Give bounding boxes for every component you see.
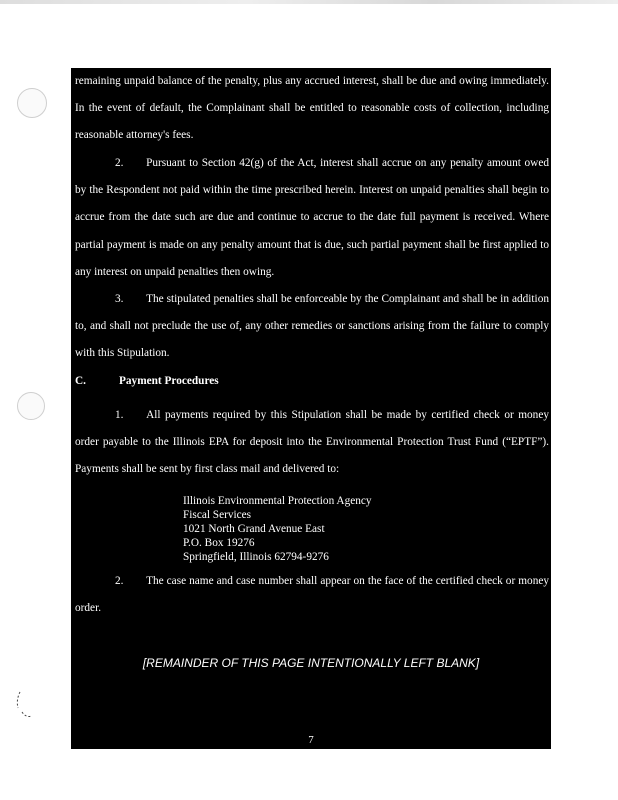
text-body (71, 68, 551, 749)
scan-top-edge (0, 0, 618, 4)
remainder-notice: [REMAINDER OF THIS PAGE INTENTIONALLY LEFT BLANK] (142, 656, 480, 670)
paragraph-stipulated-penalties: 3. The stipulated penalties shall be enforceable by the Complainant and shall be in addition to, and shall not preclude the use of, any other remedies or sanctions arising from the failure to comply with this Stipulation. (75, 293, 549, 360)
paragraph-case-name: 2. The case name and case number shall appear on the face of the certified check or money order. (75, 575, 549, 615)
punch-hole-middle (17, 392, 45, 420)
address-line: Springfield, Illinois 62794-9276 (183, 551, 329, 563)
address-line: P.O. Box 19276 (183, 537, 255, 549)
paragraph-payments: 1. All payments required by this Stipulation shall be made by certified check or money order payable to the Illinois EPA for deposit into the Environmental Protection Trust Fund (“EPTF”). Payments shall be sent by first class mail and delivered to: (75, 409, 549, 476)
address-line: 1021 North Grand Avenue East (183, 523, 325, 535)
section-letter: C. (75, 375, 86, 387)
page-number: 7 (308, 734, 314, 746)
mailing-address (183, 494, 372, 564)
paragraph-continuation: remaining unpaid balance of the penalty, plus any accrued interest, shall be due and owing immediately. In the event of default, the Complainant shall be entitled to reasonable costs of collection, including reasonable attorney's fees. (75, 75, 549, 142)
address-line: Illinois Environmental Protection Agency (183, 495, 372, 507)
address-line: Fiscal Services (183, 509, 252, 521)
scan-mark-icon (14, 690, 38, 720)
section-heading (75, 375, 219, 387)
paragraph-interest: 2. Pursuant to Section 42(g) of the Act, interest shall accrue on any penalty amount owed by the Respondent not paid within the time prescribed herein. Interest on unpaid penalties shall begin to accrue from the date such are due and continue to accrue to the date full payment is received. Where partial payment is made on any penalty amount that is due, such partial payment shall be first applied to any interest on unpaid penalties then owing. (75, 157, 549, 278)
section-title: Payment Procedures (119, 375, 219, 387)
punch-hole-top (17, 88, 47, 118)
